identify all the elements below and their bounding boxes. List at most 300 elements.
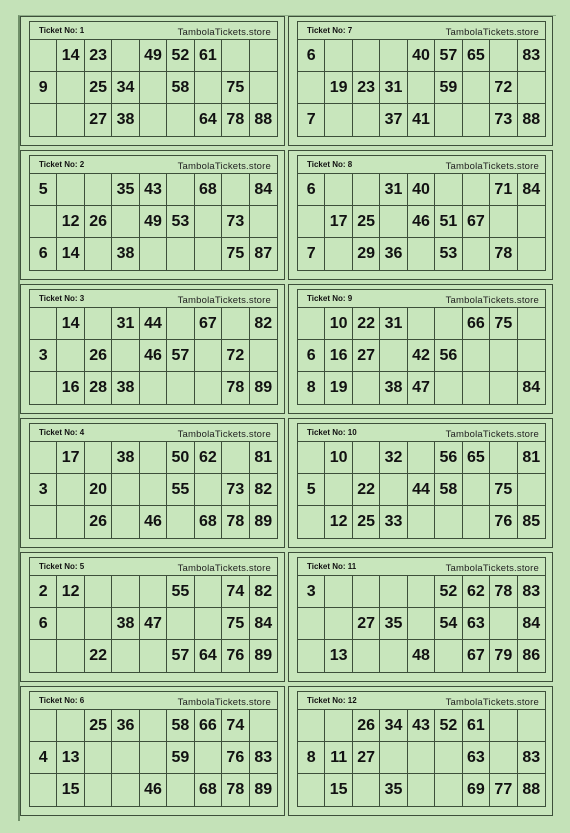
ticket-cell xyxy=(112,40,139,72)
ticket-cell: 61 xyxy=(195,40,222,72)
ticket-cell: 83 xyxy=(518,742,545,774)
ticket-cell: 40 xyxy=(408,174,435,206)
ticket-cell: 82 xyxy=(250,474,277,506)
ticket-cell xyxy=(250,72,277,104)
ticket-cell xyxy=(140,640,167,672)
ticket-cell: 75 xyxy=(490,474,517,506)
ticket-card xyxy=(20,686,285,816)
ticket-cell xyxy=(325,474,352,506)
ticket-cell: 59 xyxy=(435,72,462,104)
ticket-cell xyxy=(222,308,249,340)
ticket-cell: 63 xyxy=(463,742,490,774)
ticket-cell xyxy=(250,340,277,372)
ticket-number: Ticket No: 5 xyxy=(39,562,85,571)
ticket-cell xyxy=(167,774,194,806)
ticket-cell: 23 xyxy=(353,72,380,104)
ticket-cell xyxy=(408,774,435,806)
ticket-cell: 25 xyxy=(85,72,112,104)
ticket-cell: 22 xyxy=(85,640,112,672)
ticket-cell xyxy=(490,442,517,474)
ticket-cell: 64 xyxy=(195,104,222,136)
ticket-brand: TambolaTickets.store xyxy=(445,161,539,172)
ticket-cell xyxy=(30,104,57,136)
ticket-cell: 36 xyxy=(112,710,139,742)
ticket-cell xyxy=(380,640,407,672)
ticket-cell xyxy=(435,774,462,806)
ticket-cell: 64 xyxy=(195,640,222,672)
ticket-cell xyxy=(325,174,352,206)
ticket-cell: 6 xyxy=(30,608,57,640)
ticket-cell: 46 xyxy=(140,340,167,372)
ticket-cell: 56 xyxy=(435,442,462,474)
ticket-cell xyxy=(112,340,139,372)
ticket-cell: 11 xyxy=(325,742,352,774)
ticket-brand: TambolaTickets.store xyxy=(445,27,539,38)
ticket-cell xyxy=(298,206,325,238)
ticket-cell xyxy=(298,640,325,672)
ticket-cell: 54 xyxy=(435,608,462,640)
ticket-cell: 78 xyxy=(222,774,249,806)
ticket-cell: 52 xyxy=(167,40,194,72)
ticket-cell xyxy=(140,442,167,474)
ticket-cell: 12 xyxy=(57,206,84,238)
ticket-cell xyxy=(490,710,517,742)
ticket-cell xyxy=(140,710,167,742)
ticket-cell xyxy=(140,742,167,774)
ticket-cell xyxy=(112,640,139,672)
ticket-cell xyxy=(222,40,249,72)
ticket-number: Ticket No: 11 xyxy=(307,562,357,571)
ticket-cell: 84 xyxy=(518,174,545,206)
ticket-cell: 46 xyxy=(140,506,167,538)
ticket-cell xyxy=(85,442,112,474)
ticket-cell xyxy=(325,608,352,640)
ticket-cell: 6 xyxy=(298,174,325,206)
ticket-cell xyxy=(112,576,139,608)
ticket-cell xyxy=(325,40,352,72)
ticket-number: Ticket No: 3 xyxy=(39,294,85,303)
ticket-cell: 78 xyxy=(222,104,249,136)
ticket-cell: 10 xyxy=(325,442,352,474)
ticket-cell: 3 xyxy=(298,576,325,608)
ticket-header xyxy=(29,691,278,710)
ticket-cell: 53 xyxy=(167,206,194,238)
ticket-cell xyxy=(57,340,84,372)
ticket-grid xyxy=(297,575,546,673)
ticket-card xyxy=(288,552,553,682)
ticket-cell xyxy=(30,372,57,404)
ticket-number: Ticket No: 9 xyxy=(307,294,353,303)
ticket-cell: 46 xyxy=(408,206,435,238)
ticket-cell: 15 xyxy=(325,774,352,806)
ticket-cell: 38 xyxy=(112,238,139,270)
ticket-cell: 6 xyxy=(298,340,325,372)
ticket-cell: 26 xyxy=(85,206,112,238)
ticket-cell: 52 xyxy=(435,576,462,608)
ticket-header xyxy=(297,557,546,576)
ticket-cell xyxy=(353,442,380,474)
ticket-cell xyxy=(195,372,222,404)
ticket-grid xyxy=(29,39,278,137)
ticket-cell xyxy=(353,774,380,806)
ticket-cell: 50 xyxy=(167,442,194,474)
ticket-cell: 27 xyxy=(85,104,112,136)
ticket-number: Ticket No: 2 xyxy=(39,160,85,169)
ticket-cell xyxy=(57,72,84,104)
ticket-header xyxy=(297,691,546,710)
ticket-brand: TambolaTickets.store xyxy=(445,295,539,306)
ticket-cell: 37 xyxy=(380,104,407,136)
ticket-card xyxy=(288,284,553,414)
ticket-cell xyxy=(250,710,277,742)
ticket-cell xyxy=(57,608,84,640)
ticket-cell xyxy=(408,238,435,270)
ticket-card xyxy=(20,418,285,548)
ticket-cell xyxy=(112,206,139,238)
ticket-cell: 89 xyxy=(254,379,273,396)
ticket-cell xyxy=(408,442,435,474)
ticket-cell: 84 xyxy=(250,608,277,640)
ticket-cell: 43 xyxy=(140,174,167,206)
ticket-cell: 71 xyxy=(490,174,517,206)
ticket-cell: 28 xyxy=(85,372,112,404)
ticket-grid xyxy=(29,575,278,673)
ticket-cell: 44 xyxy=(408,474,435,506)
ticket-cell: 14 xyxy=(57,238,84,270)
ticket-cell xyxy=(222,442,249,474)
ticket-card xyxy=(20,150,285,280)
ticket-cell: 67 xyxy=(463,640,490,672)
ticket-brand: TambolaTickets.store xyxy=(177,697,271,708)
ticket-header xyxy=(297,289,546,308)
ticket-cell: 5 xyxy=(298,474,325,506)
ticket-cell xyxy=(250,206,277,238)
ticket-cell: 78 xyxy=(222,506,249,538)
ticket-cell: 68 xyxy=(195,774,222,806)
ticket-cell: 56 xyxy=(435,340,462,372)
ticket-cell: 62 xyxy=(195,442,222,474)
ticket-cell xyxy=(518,474,545,506)
ticket-cell xyxy=(140,72,167,104)
ticket-cell xyxy=(353,640,380,672)
ticket-cell: 49 xyxy=(140,40,167,72)
ticket-cell: 25 xyxy=(353,506,380,538)
ticket-cell: 12 xyxy=(57,576,84,608)
ticket-cell: 57 xyxy=(167,340,194,372)
ticket-cell xyxy=(353,576,380,608)
ticket-cell: 65 xyxy=(463,40,490,72)
ticket-cell: 68 xyxy=(195,506,222,538)
ticket-number: Ticket No: 4 xyxy=(39,428,85,437)
ticket-cell xyxy=(298,506,325,538)
ticket-cell: 77 xyxy=(490,774,517,806)
ticket-number: Ticket No: 6 xyxy=(39,696,85,705)
ticket-cell xyxy=(195,474,222,506)
ticket-cell xyxy=(112,742,139,774)
ticket-header xyxy=(297,423,546,442)
ticket-cell: 78 xyxy=(222,372,249,404)
ticket-cell: 38 xyxy=(112,608,139,640)
ticket-cell xyxy=(435,308,462,340)
ticket-cell xyxy=(408,576,435,608)
ticket-cell xyxy=(30,640,57,672)
ticket-cell: 13 xyxy=(57,742,84,774)
ticket-cell: 57 xyxy=(167,640,194,672)
ticket-cell xyxy=(298,608,325,640)
ticket-cell: 58 xyxy=(167,72,194,104)
ticket-grid xyxy=(297,709,546,807)
ticket-cell: 4 xyxy=(30,742,57,774)
ticket-cell xyxy=(435,104,462,136)
ticket-cell: 69 xyxy=(463,774,490,806)
ticket-cell: 67 xyxy=(463,206,490,238)
ticket-cell xyxy=(57,474,84,506)
ticket-cell: 48 xyxy=(408,640,435,672)
ticket-cell xyxy=(353,104,380,136)
ticket-number: Ticket No: 10 xyxy=(307,428,357,437)
ticket-cell: 9 xyxy=(30,72,57,104)
ticket-cell xyxy=(463,506,490,538)
ticket-cell xyxy=(85,174,112,206)
ticket-cell: 76 xyxy=(222,742,249,774)
ticket-cell: 89 xyxy=(254,513,273,530)
ticket-cell: 16 xyxy=(325,340,352,372)
ticket-cell: 73 xyxy=(222,474,249,506)
ticket-cell xyxy=(30,40,57,72)
ticket-cell: 61 xyxy=(463,710,490,742)
ticket-cell: 5 xyxy=(30,174,57,206)
ticket-cell xyxy=(408,506,435,538)
ticket-cell xyxy=(380,742,407,774)
ticket-cell xyxy=(112,774,139,806)
ticket-card xyxy=(288,418,553,548)
ticket-cell: 84 xyxy=(518,608,545,640)
ticket-cell xyxy=(463,474,490,506)
ticket-cell: 83 xyxy=(518,40,545,72)
ticket-cell: 88 xyxy=(522,781,541,798)
ticket-cell: 89 xyxy=(254,781,273,798)
ticket-cell: 27 xyxy=(353,340,380,372)
ticket-cell xyxy=(298,710,325,742)
ticket-header xyxy=(29,21,278,40)
ticket-cell: 73 xyxy=(490,104,517,136)
ticket-cell: 65 xyxy=(463,442,490,474)
ticket-cell: 73 xyxy=(222,206,249,238)
ticket-cell xyxy=(490,340,517,372)
ticket-cell: 84 xyxy=(522,379,541,396)
ticket-cell: 31 xyxy=(380,308,407,340)
ticket-cell: 14 xyxy=(57,308,84,340)
ticket-cell xyxy=(140,104,167,136)
ticket-cell: 59 xyxy=(167,742,194,774)
ticket-cell: 6 xyxy=(298,40,325,72)
ticket-cell: 35 xyxy=(380,774,407,806)
ticket-cell xyxy=(518,340,545,372)
ticket-cell: 86 xyxy=(522,647,541,664)
ticket-cell: 55 xyxy=(167,474,194,506)
ticket-cell xyxy=(57,640,84,672)
ticket-cell: 68 xyxy=(195,174,222,206)
ticket-cell xyxy=(112,506,139,538)
ticket-cell xyxy=(490,608,517,640)
ticket-cell: 23 xyxy=(85,40,112,72)
ticket-header xyxy=(297,21,546,40)
ticket-header xyxy=(29,289,278,308)
ticket-cell xyxy=(167,608,194,640)
ticket-cell xyxy=(167,308,194,340)
ticket-cell xyxy=(408,308,435,340)
ticket-card xyxy=(288,150,553,280)
ticket-cell xyxy=(85,742,112,774)
ticket-cell xyxy=(57,174,84,206)
ticket-cell: 41 xyxy=(408,104,435,136)
ticket-cell: 88 xyxy=(254,111,273,128)
ticket-cell xyxy=(518,710,545,742)
ticket-cell: 47 xyxy=(408,372,435,404)
ticket-brand: TambolaTickets.store xyxy=(177,563,271,574)
ticket-cell: 88 xyxy=(522,111,541,128)
ticket-cell xyxy=(325,104,352,136)
ticket-cell xyxy=(298,308,325,340)
ticket-cell xyxy=(167,238,194,270)
ticket-brand: TambolaTickets.store xyxy=(177,161,271,172)
ticket-cell: 26 xyxy=(85,340,112,372)
ticket-cell: 76 xyxy=(222,640,249,672)
ticket-cell: 85 xyxy=(522,513,541,530)
ticket-cell: 2 xyxy=(30,576,57,608)
ticket-cell: 55 xyxy=(167,576,194,608)
ticket-cell: 75 xyxy=(222,72,249,104)
ticket-cell: 75 xyxy=(222,608,249,640)
ticket-cell xyxy=(30,206,57,238)
ticket-cell: 38 xyxy=(112,372,139,404)
ticket-cell xyxy=(380,340,407,372)
ticket-cell: 82 xyxy=(250,576,277,608)
ticket-cell: 74 xyxy=(222,710,249,742)
ticket-cell: 27 xyxy=(353,742,380,774)
ticket-grid xyxy=(29,709,278,807)
ticket-cell: 66 xyxy=(195,710,222,742)
ticket-cell: 26 xyxy=(353,710,380,742)
ticket-cell: 83 xyxy=(518,576,545,608)
ticket-cell xyxy=(222,174,249,206)
ticket-number: Ticket No: 12 xyxy=(307,696,357,705)
ticket-cell: 75 xyxy=(222,238,249,270)
ticket-cell: 34 xyxy=(112,72,139,104)
ticket-grid xyxy=(29,173,278,271)
ticket-cell xyxy=(57,506,84,538)
ticket-cell xyxy=(195,72,222,104)
ticket-grid xyxy=(297,173,546,271)
ticket-cell: 44 xyxy=(140,308,167,340)
ticket-number: Ticket No: 1 xyxy=(39,26,85,35)
ticket-brand: TambolaTickets.store xyxy=(177,27,271,38)
ticket-brand: TambolaTickets.store xyxy=(177,295,271,306)
ticket-cell: 20 xyxy=(85,474,112,506)
ticket-cell xyxy=(380,40,407,72)
ticket-cell: 63 xyxy=(463,608,490,640)
ticket-cell xyxy=(490,742,517,774)
ticket-cell xyxy=(250,40,277,72)
ticket-cell xyxy=(30,442,57,474)
ticket-cell: 19 xyxy=(325,72,352,104)
ticket-cell xyxy=(490,40,517,72)
ticket-cell xyxy=(298,72,325,104)
ticket-number: Ticket No: 8 xyxy=(307,160,353,169)
ticket-cell: 78 xyxy=(490,238,517,270)
ticket-header xyxy=(29,557,278,576)
ticket-cell: 25 xyxy=(353,206,380,238)
ticket-cell: 87 xyxy=(254,245,273,262)
ticket-cell: 8 xyxy=(298,742,325,774)
ticket-header xyxy=(297,155,546,174)
ticket-cell xyxy=(195,742,222,774)
ticket-cell: 58 xyxy=(167,710,194,742)
ticket-cell: 38 xyxy=(380,372,407,404)
ticket-cell: 32 xyxy=(380,442,407,474)
ticket-cell xyxy=(30,710,57,742)
ticket-header xyxy=(29,423,278,442)
ticket-cell: 13 xyxy=(325,640,352,672)
ticket-cell xyxy=(435,506,462,538)
ticket-cell xyxy=(518,238,545,270)
ticket-cell xyxy=(140,238,167,270)
ticket-cell xyxy=(298,774,325,806)
ticket-cell xyxy=(140,474,167,506)
ticket-cell xyxy=(57,710,84,742)
ticket-cell xyxy=(435,640,462,672)
ticket-cell xyxy=(30,308,57,340)
ticket-cell: 74 xyxy=(222,576,249,608)
ticket-card xyxy=(288,16,553,146)
ticket-grid xyxy=(297,441,546,539)
ticket-cell xyxy=(167,104,194,136)
ticket-cell: 62 xyxy=(463,576,490,608)
ticket-cell xyxy=(380,206,407,238)
ticket-brand: TambolaTickets.store xyxy=(445,563,539,574)
ticket-cell xyxy=(435,174,462,206)
ticket-cell: 17 xyxy=(57,442,84,474)
ticket-brand: TambolaTickets.store xyxy=(445,697,539,708)
ticket-cell xyxy=(518,206,545,238)
ticket-cell: 22 xyxy=(353,308,380,340)
ticket-grid xyxy=(29,307,278,405)
ticket-cell: 47 xyxy=(140,608,167,640)
ticket-cell: 3 xyxy=(30,474,57,506)
ticket-cell: 72 xyxy=(490,72,517,104)
ticket-cell: 31 xyxy=(380,72,407,104)
ticket-cell: 53 xyxy=(435,238,462,270)
ticket-header xyxy=(29,155,278,174)
ticket-cell xyxy=(167,506,194,538)
ticket-cell xyxy=(490,206,517,238)
ticket-cell: 7 xyxy=(298,104,325,136)
ticket-cell xyxy=(85,308,112,340)
ticket-cell: 75 xyxy=(490,308,517,340)
ticket-cell: 31 xyxy=(380,174,407,206)
ticket-cell xyxy=(408,608,435,640)
ticket-cell: 22 xyxy=(353,474,380,506)
ticket-cell: 33 xyxy=(380,506,407,538)
ticket-cell xyxy=(463,72,490,104)
ticket-grid xyxy=(297,39,546,137)
ticket-cell: 15 xyxy=(57,774,84,806)
ticket-cell xyxy=(85,608,112,640)
ticket-cell xyxy=(325,238,352,270)
ticket-cell: 8 xyxy=(298,372,325,404)
ticket-cell: 29 xyxy=(353,238,380,270)
ticket-cell: 14 xyxy=(57,40,84,72)
